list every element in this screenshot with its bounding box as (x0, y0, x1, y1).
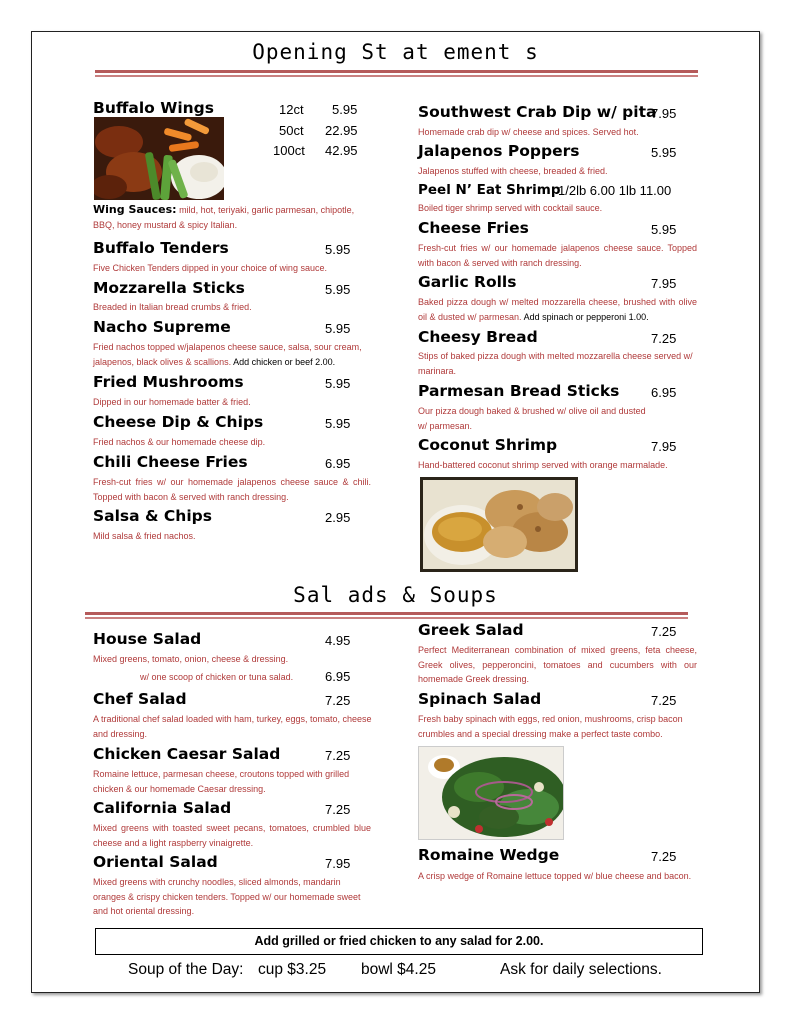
item-desc: Hand-battered coconut shrimp served with orange marmalade. (418, 460, 668, 470)
chicken-addon-banner: Add grilled or fried chicken to any salad for 2.00. (95, 928, 703, 955)
size-qty: 50ct (279, 123, 304, 138)
item-desc: Jalapenos stuffed with cheese, breaded & fried. (418, 166, 608, 176)
item-name: Buffalo Tenders (93, 239, 229, 257)
item-price: 5.95 (651, 145, 677, 160)
item-desc-text: Baked pizza dough w/ melted mozzarella cheese, brushed with olive oil & dusted w/ parmesan. (418, 297, 697, 322)
item-desc (93, 340, 383, 369)
item-name: Greek Salad (418, 621, 524, 639)
item-price: 4.95 (325, 633, 351, 648)
item-name: Oriental Salad (93, 853, 218, 871)
wing-sauces-label: Wing Sauces: (93, 203, 177, 216)
item-name: Salsa & Chips (93, 507, 212, 525)
item-desc (418, 404, 698, 433)
item-price: 7.25 (651, 331, 677, 346)
item-price: 7.25 (651, 849, 677, 864)
item-sub-desc: w/ one scoop of chicken or tuna salad. (140, 672, 294, 682)
item-price: 5.95 (325, 242, 351, 257)
item-desc: Breaded in Italian bread crumbs & fried. (93, 302, 252, 312)
item-addon: Add spinach or pepperoni 1.00. (523, 311, 649, 322)
item-name: California Salad (93, 799, 232, 817)
item-name: Chef Salad (93, 690, 187, 708)
item-price: 6.95 (651, 385, 677, 400)
item-desc: A crisp wedge of Romaine lettuce topped w/ blue cheese and bacon. (418, 871, 692, 881)
wing-sauces-list-2: BBQ, honey mustard & spicy Italian. (93, 219, 238, 230)
item-desc: Boiled tiger shrimp served with cocktail sauce. (418, 203, 603, 213)
item-price: 7.95 (651, 276, 677, 291)
item-desc: Mixed greens, tomato, onion, cheese & dressing. (93, 654, 289, 664)
item-desc-line1: Our pizza dough baked & brushed w/ olive oil and dusted (418, 406, 646, 416)
item-name: Coconut Shrimp (418, 436, 558, 454)
spinach-salad-photo (418, 746, 564, 840)
item-name: Romaine Wedge (418, 846, 560, 864)
item-price: 5.95 (325, 321, 351, 336)
item-price: 5.95 (651, 222, 677, 237)
item-price: 7.95 (325, 856, 351, 871)
soup-label: Soup of the Day: (128, 961, 244, 978)
item-addon: Add chicken or beef 2.00. (233, 356, 336, 367)
item-name: Cheese Dip & Chips (93, 413, 264, 431)
item-name: Fried Mushrooms (93, 373, 244, 391)
size-price: 42.95 (325, 143, 358, 158)
item-sub-price: 6.95 (325, 669, 351, 684)
title-rule (85, 612, 688, 615)
size-qty: 12ct (279, 102, 304, 117)
item-price: 5.95 (325, 376, 351, 391)
appetizers-title: Opening St at ement s (252, 40, 539, 64)
item-desc: Fresh-cut fries w/ our homemade jalapenos cheese sauce. Topped with bacon & served with ranch dressing. (418, 243, 697, 268)
item-desc-text: Fried nachos topped w/jalapenos cheese sauce, salsa, sour cream, jalapenos, black olives & scallions. (93, 342, 362, 367)
wing-sauces-list: mild, hot, teriyaki, garlic parmesan, chipotle, (179, 205, 355, 215)
item-name: House Salad (93, 630, 202, 648)
item-price: 7.25 (325, 802, 351, 817)
item-price: 7.25 (325, 748, 351, 763)
title-rule-2 (95, 75, 698, 77)
item-name: Buffalo Wings (93, 99, 214, 117)
item-name: Garlic Rolls (418, 273, 517, 291)
item-name: Cheesy Bread (418, 328, 538, 346)
item-desc: Five Chicken Tenders dipped in your choice of wing sauce. (93, 263, 327, 273)
item-desc: Romaine lettuce, parmesan cheese, croutons topped with grilled chicken & our homemade Caesar dressing. (93, 769, 350, 794)
item-price: 5.95 (325, 282, 351, 297)
title-rule-2 (85, 617, 688, 619)
item-name: Nacho Supreme (93, 318, 231, 336)
coconut-shrimp-photo (420, 477, 578, 572)
item-desc (418, 295, 697, 324)
item-desc: A traditional chef salad loaded with ham, turkey, eggs, tomato, cheese and dressing. (93, 714, 372, 739)
soup-cup: cup $3.25 (258, 961, 327, 978)
item-price: 7.25 (651, 624, 677, 639)
item-price: 2.95 (325, 510, 351, 525)
item-desc: Fried nachos & our homemade cheese dip. (93, 437, 266, 447)
item-desc: Fresh-cut fries w/ our homemade jalapenos cheese sauce & chili. Topped with bacon & served with ranch dressing. (93, 477, 371, 502)
item-desc: Fresh baby spinach with eggs, red onion, mushrooms, crisp bacon crumbles and a special dressing make a perfect taste combo. (418, 714, 683, 739)
item-name: Peel N’ Eat Shrimp (418, 182, 561, 198)
item-price: 7.25 (325, 693, 351, 708)
item-name: Mozzarella Sticks (93, 279, 245, 297)
salads-title: Sal ads & Soups (293, 583, 498, 607)
wing-sauces (93, 203, 383, 232)
item-price: 6.95 (325, 456, 351, 471)
item-desc: Mixed greens with crunchy noodles, sliced almonds, mandarin oranges & crispy chicken tenders. Topped w/ our homemade sweet and hot oriental dressing. (93, 877, 361, 916)
item-desc: Homemade crab dip w/ cheese and spices. Served hot. (418, 127, 639, 137)
item-name: Spinach Salad (418, 690, 542, 708)
size-price: 22.95 (325, 123, 358, 138)
item-name: Cheese Fries (418, 219, 529, 237)
item-price: 1/2lb 6.00 1lb 11.00 (558, 183, 672, 198)
item-desc: Dipped in our homemade batter & fried. (93, 397, 251, 407)
item-desc-line2: w/ parmesan. (418, 420, 473, 431)
item-name: Southwest Crab Dip w/ pita (418, 103, 657, 121)
item-price: 7.25 (651, 693, 677, 708)
item-price: 5.95 (325, 416, 351, 431)
size-qty: 100ct (273, 143, 305, 158)
item-desc: Perfect Mediterranean combination of mixed greens, feta cheese, Greek olives, pepperoncini, tomatoes and cucumbers with our homemade Greek dressing. (418, 645, 697, 684)
item-name: Chili Cheese Fries (93, 453, 248, 471)
item-name: Chicken Caesar Salad (93, 745, 281, 763)
item-desc: Mild salsa & fried nachos. (93, 531, 196, 541)
item-price: 7.95 (651, 439, 677, 454)
item-name: Jalapenos Poppers (418, 142, 580, 160)
soup-bowl: bowl $4.25 (361, 961, 436, 978)
item-desc: Mixed greens with toasted sweet pecans, tomatoes, crumbled blue cheese and a light raspberry vinaigrette. (93, 823, 371, 848)
size-price: 5.95 (332, 102, 358, 117)
title-rule (95, 70, 698, 73)
wings-photo (94, 117, 224, 200)
item-name: Parmesan Bread Sticks (418, 382, 620, 400)
item-desc: Stips of baked pizza dough with melted mozzarella cheese served w/ marinara. (418, 351, 693, 376)
soup-note: Ask for daily selections. (500, 961, 662, 978)
item-price: 7.95 (651, 106, 677, 121)
